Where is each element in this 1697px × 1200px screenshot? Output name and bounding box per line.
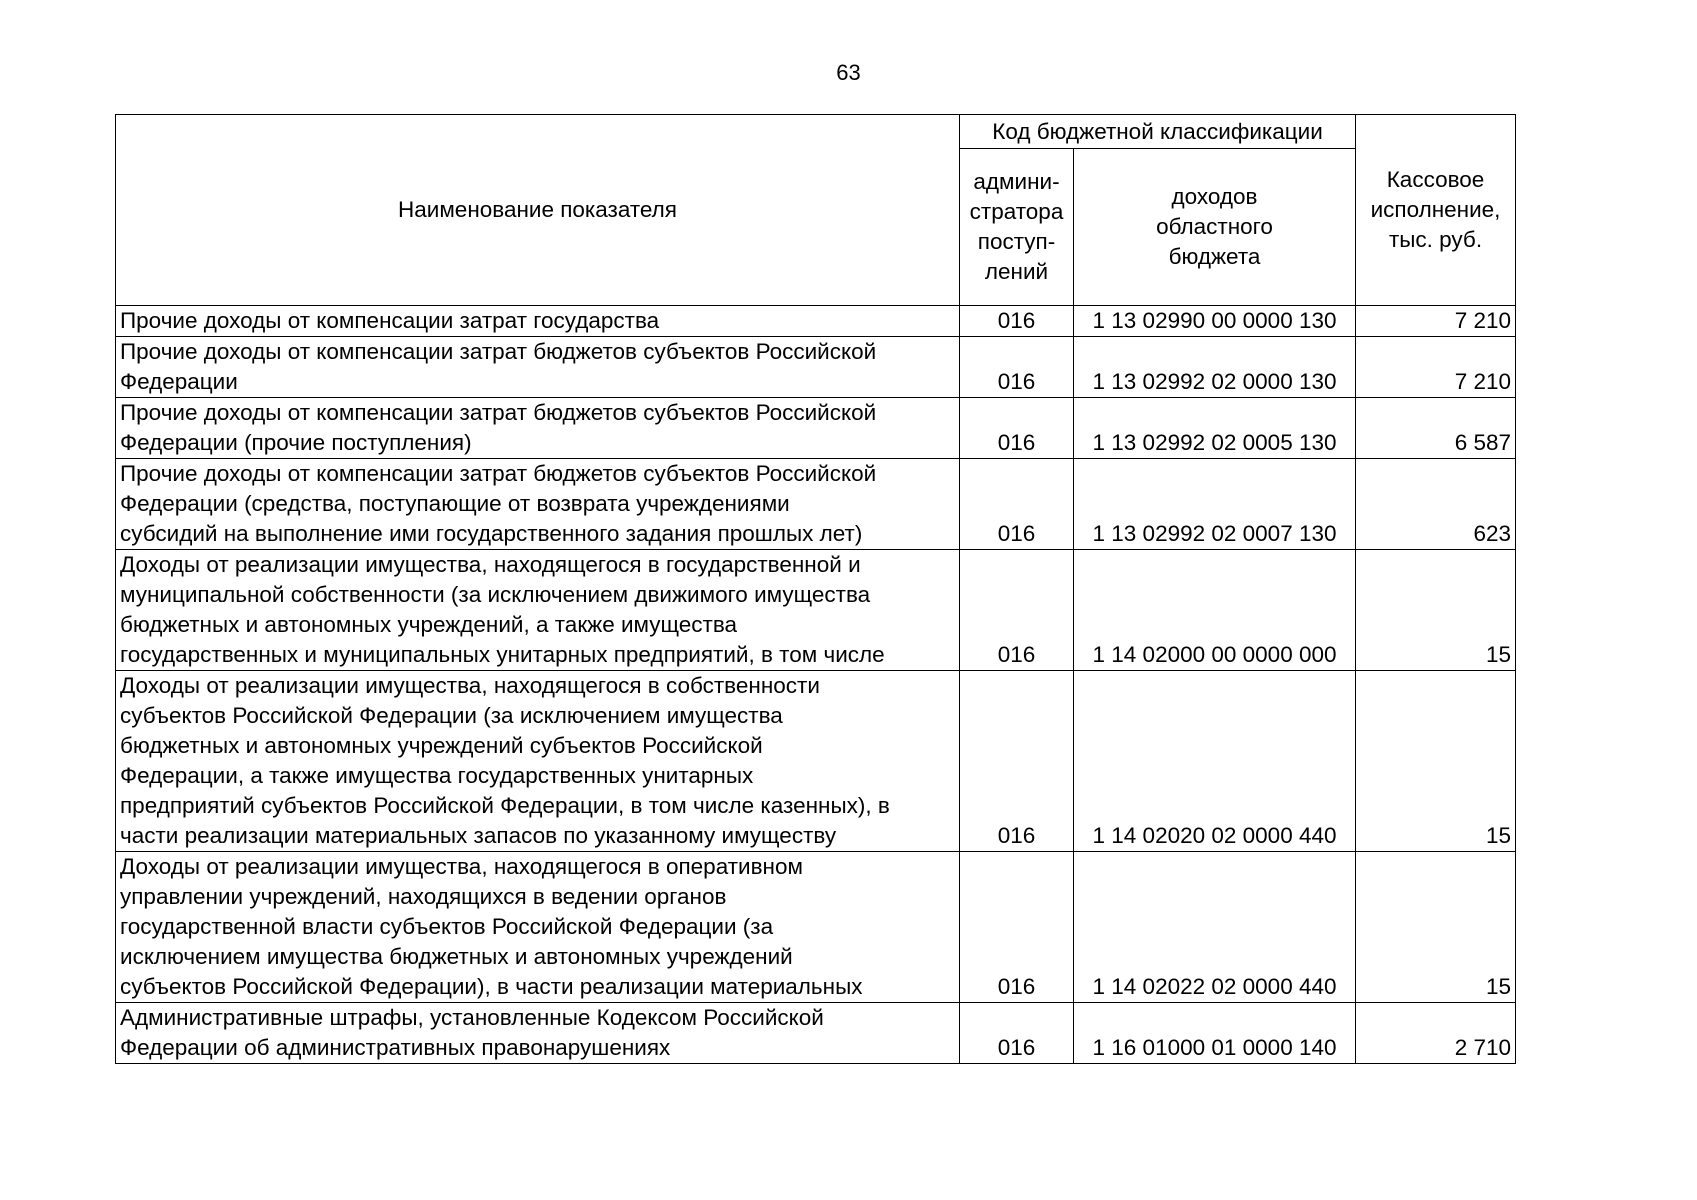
row-name: Прочие доходы от компенсации затрат бюджетов субъектов Российской Федерации (прочие поступления) — [116, 398, 960, 459]
table-row — [116, 1003, 1516, 1064]
table-row — [116, 550, 1516, 671]
row-amount: 7 210 — [1356, 337, 1516, 398]
row-name: Доходы от реализации имущества, находящегося в собственности субъектов Российской Федерации (за исключением имущества бюджетных и автономных учреждений субъектов Российской Федерации, а также имущества государственных унитарных предприятий субъектов Российской Федерации, в том числе казенных), в части реализации материальных запасов по указанному имуществу — [116, 671, 960, 852]
row-name: Прочие доходы от компенсации затрат государства — [116, 306, 960, 337]
row-admin-code: 016 — [960, 671, 1074, 852]
row-admin-code: 016 — [960, 852, 1074, 1003]
header-cash-execution: Кассовое исполнение, тыс. руб. — [1356, 115, 1516, 306]
row-admin-code: 016 — [960, 306, 1074, 337]
page-number: 63 — [836, 60, 861, 85]
table-row — [116, 671, 1516, 852]
table-row — [116, 398, 1516, 459]
row-revenue-code: 1 14 02000 00 0000 000 — [1074, 550, 1356, 671]
row-revenue-code: 1 13 02992 02 0005 130 — [1074, 398, 1356, 459]
row-amount: 7 210 — [1356, 306, 1516, 337]
row-name: Доходы от реализации имущества, находящегося в государственной и муниципальной собственности (за исключением движимого имущества бюджетных и автономных учреждений, а также имущества государственных и муниципальных унитарных предприятий, в том числе — [116, 550, 960, 671]
row-amount: 15 — [1356, 852, 1516, 1003]
row-revenue-code: 1 13 02990 00 0000 130 — [1074, 306, 1356, 337]
table-row — [116, 306, 1516, 337]
row-admin-code: 016 — [960, 1003, 1074, 1064]
row-admin-code: 016 — [960, 550, 1074, 671]
row-name: Прочие доходы от компенсации затрат бюджетов субъектов Российской Федерации — [116, 337, 960, 398]
table-row — [116, 852, 1516, 1003]
row-revenue-code: 1 14 02022 02 0000 440 — [1074, 852, 1356, 1003]
row-amount: 15 — [1356, 550, 1516, 671]
header-indicator-name: Наименование показателя — [116, 115, 960, 306]
table-row — [116, 459, 1516, 550]
row-name: Прочие доходы от компенсации затрат бюджетов субъектов Российской Федерации (средства, поступающие от возврата учреждениями субсидий на выполнение ими государственного задания прошлых лет) — [116, 459, 960, 550]
row-revenue-code: 1 14 02020 02 0000 440 — [1074, 671, 1356, 852]
row-revenue-code: 1 13 02992 02 0007 130 — [1074, 459, 1356, 550]
header-regional-budget-revenue: доходов областного бюджета — [1074, 149, 1356, 306]
row-amount: 2 710 — [1356, 1003, 1516, 1064]
row-admin-code: 016 — [960, 459, 1074, 550]
table-row — [116, 337, 1516, 398]
row-admin-code: 016 — [960, 337, 1074, 398]
row-name: Доходы от реализации имущества, находящегося в оперативном управлении учреждений, находящихся в ведении органов государственной власти субъектов Российской Федерации (за исключением имущества бюджетных и автономных учреждений субъектов Российской Федерации), в части реализации материальных — [116, 852, 960, 1003]
table-header — [116, 115, 1516, 306]
row-amount: 623 — [1356, 459, 1516, 550]
row-revenue-code: 1 13 02992 02 0000 130 — [1074, 337, 1356, 398]
budget-revenue-table — [115, 114, 1516, 1064]
header-revenue-administrator: админи- стратора поступ- лений — [960, 149, 1074, 306]
row-admin-code: 016 — [960, 398, 1074, 459]
row-name: Административные штрафы, установленные Кодексом Российской Федерации об административных правонарушениях — [116, 1003, 960, 1064]
row-revenue-code: 1 16 01000 01 0000 140 — [1074, 1003, 1356, 1064]
row-amount: 15 — [1356, 671, 1516, 852]
header-classification-code: Код бюджетной классификации — [960, 115, 1356, 149]
row-amount: 6 587 — [1356, 398, 1516, 459]
